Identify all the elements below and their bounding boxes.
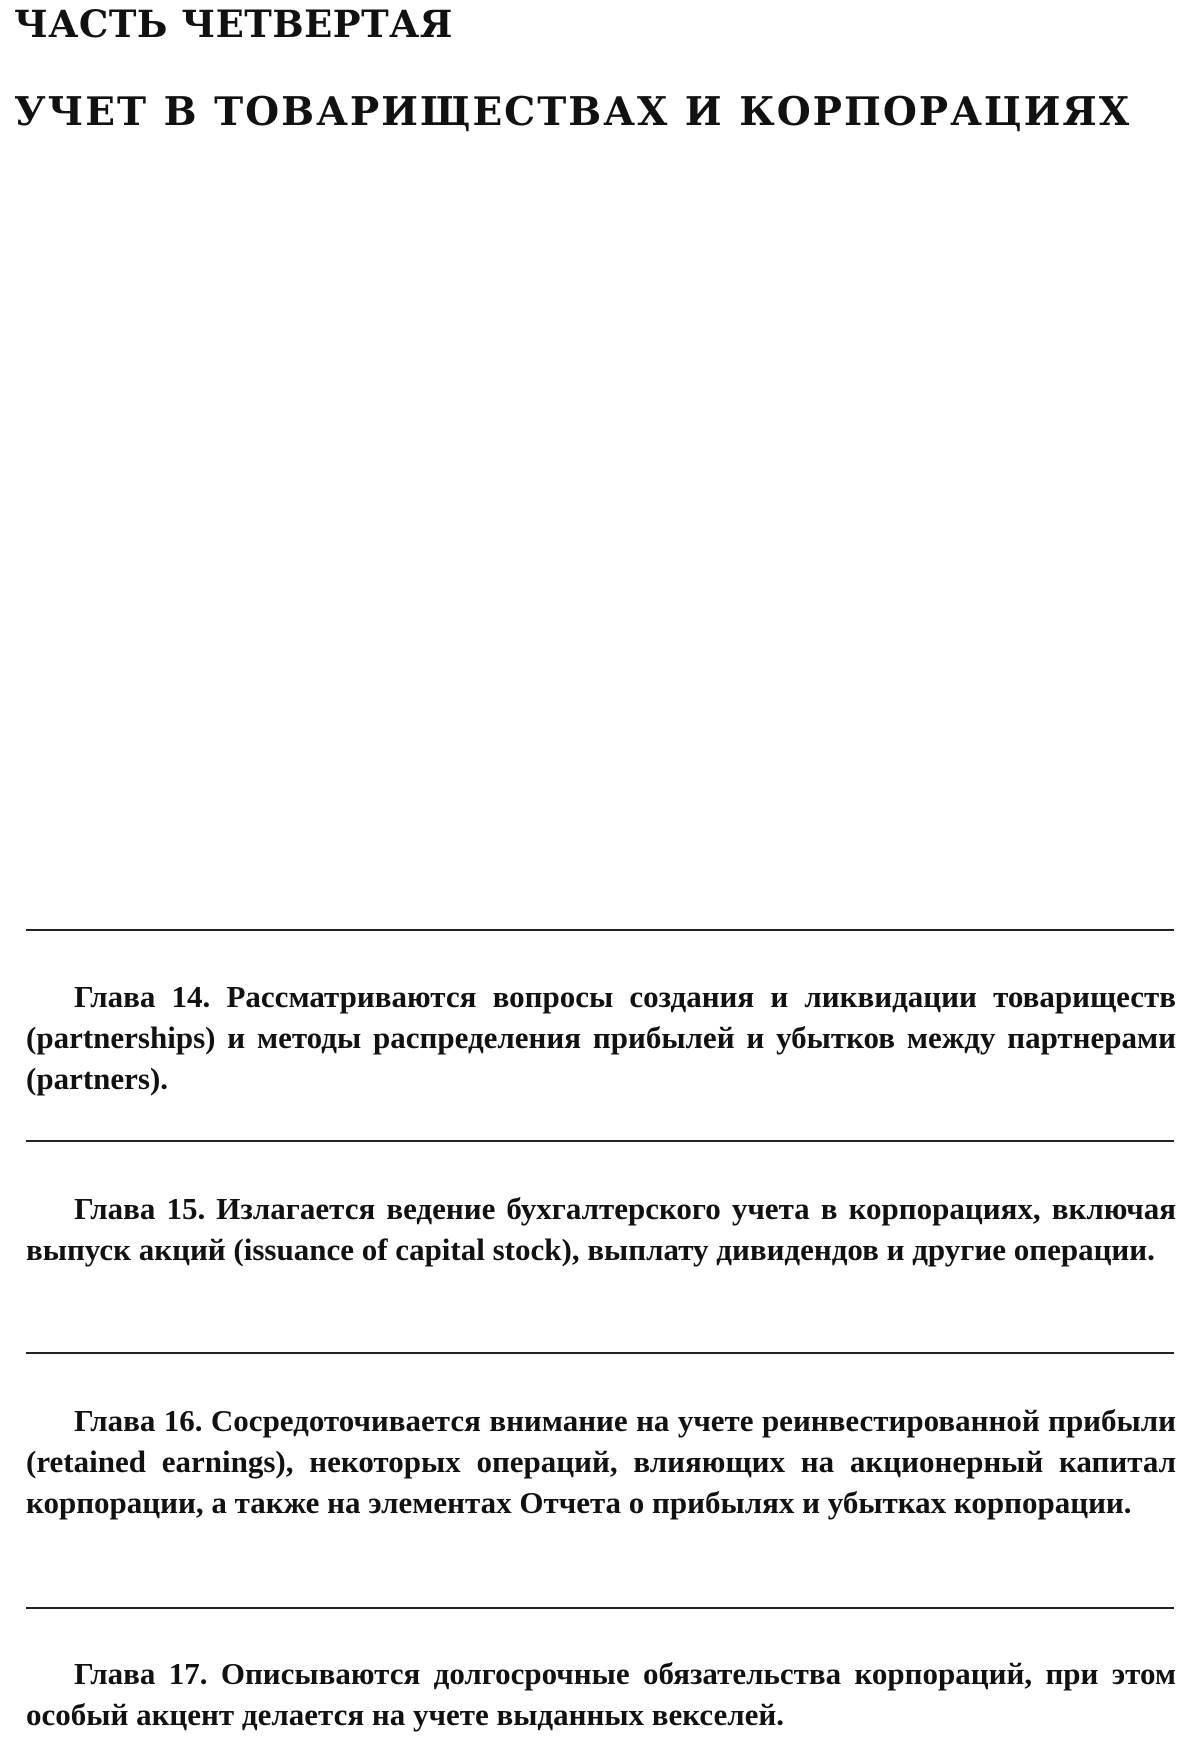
chapter-15-text: Излагается ведение бухгалтерского учета в корпорациях, включая выпуск акций (issuance of capital stock), выплату дивидендов и другие операции. bbox=[26, 1191, 1176, 1267]
part-label: ЧАСТЬ ЧЕТВЕРТАЯ bbox=[14, 2, 453, 46]
section-divider bbox=[26, 1352, 1174, 1354]
chapter-17-summary bbox=[26, 1653, 1176, 1735]
part-title: УЧЕТ В ТОВАРИЩЕСТВАХ И КОРПОРАЦИЯХ bbox=[14, 89, 1132, 135]
chapter-14-summary bbox=[26, 976, 1176, 1099]
chapter-16-summary bbox=[26, 1400, 1176, 1523]
chapter-14-text: Рассматриваются вопросы создания и ликвидации товариществ (partnerships) и методы распределения прибылей и убытков между партнерами (partners). bbox=[26, 979, 1176, 1096]
chapter-16-text: Сосредоточивается внимание на учете реинвестированной прибыли (retained earnings), некоторых операций, влияющих на акционерный капитал корпорации, а также на элементах Отчета о прибылях и убытках корпорации. bbox=[26, 1403, 1176, 1520]
section-divider bbox=[26, 1140, 1174, 1142]
section-divider bbox=[26, 929, 1174, 931]
chapter-14-label: Глава 14. bbox=[74, 979, 211, 1014]
section-divider bbox=[26, 1607, 1174, 1609]
chapter-16-label: Глава 16. bbox=[74, 1403, 203, 1438]
chapter-15-label: Глава 15. bbox=[74, 1191, 206, 1226]
chapter-15-summary bbox=[26, 1188, 1176, 1270]
chapter-17-text: Описываются долгосрочные обязательства корпораций, при этом особый акцент делается на учете выданных векселей. bbox=[26, 1656, 1176, 1732]
chapter-17-label: Глава 17. bbox=[74, 1656, 208, 1691]
